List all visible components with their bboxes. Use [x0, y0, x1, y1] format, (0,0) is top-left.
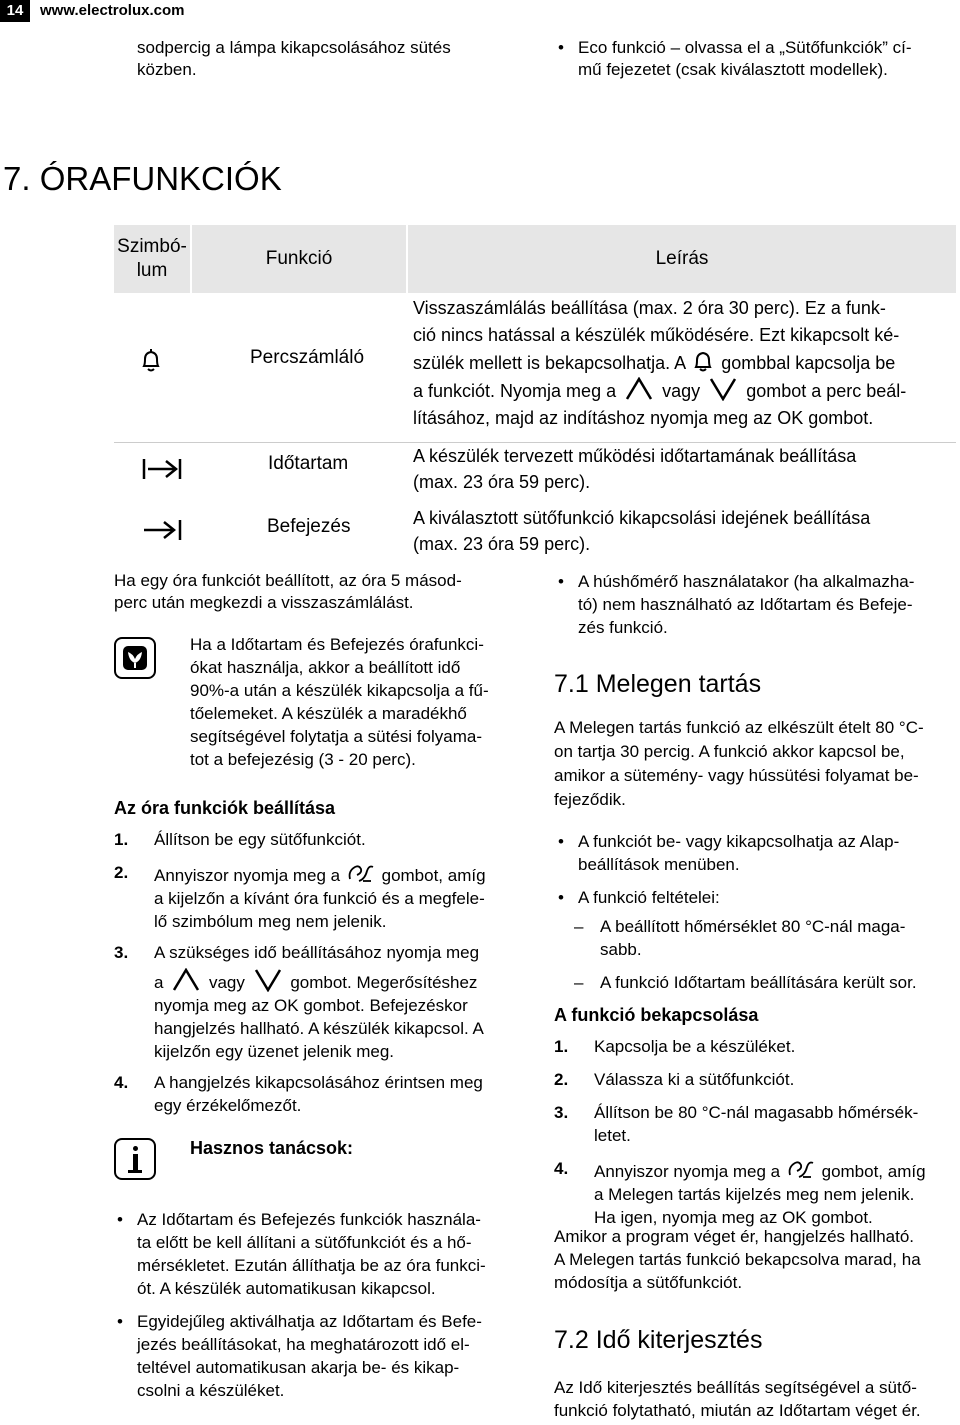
th-function: Funkció	[192, 225, 406, 295]
desc-end: A kiválasztott sütőfunkció kikapcsolási idejének beállítása (max. 23 óra 59 perc).	[413, 508, 871, 554]
table-row	[114, 443, 956, 507]
after-program-paragraph: Amikor a program véget ér, hangjelzés hallható. A Melegen tartás funkció bekapcsolva marad, ha módosítja a sütőfunkciót.	[554, 1227, 921, 1292]
oven-function-icon	[345, 861, 377, 885]
list-item: • A funkció feltételei:	[558, 888, 720, 907]
duration-icon	[142, 457, 182, 486]
section-7-1-heading: 7.1 Melegen tartás	[554, 670, 762, 698]
function-end: Befejezés	[267, 516, 351, 537]
page-number: 14	[0, 0, 30, 22]
list-item: 2. Annyiszor nyomja meg a gombot, amíg a kijelzőn a kívánt óra funkció és a megfele- lő szimbólum meg nem jelenik.	[114, 863, 486, 931]
list-item: • Egyidejűleg aktiválhatja az Időtartam és Befe- jezés beállításokat, ha meghatározott idő el- teltével automatikusan akarja be- és kikap- csolni a készüléket.	[117, 1312, 482, 1400]
desc-duration: A készülék tervezett működési időtartamának beállítása (max. 23 óra 59 perc).	[413, 446, 857, 492]
bell-icon	[136, 345, 166, 380]
tips-title: Hasznos tanácsok:	[190, 1138, 354, 1158]
top-left-text: sodpercig a lámpa kikapcsolásához sütés közben.	[137, 38, 451, 79]
list-item: – A funkció Időtartam beállítására került sor.	[574, 973, 917, 992]
list-item: 1. Kapcsolja be a készüléket.	[554, 1037, 796, 1056]
keep-warm-paragraph: A Melegen tartás funkció az elkészült ételt 80 °C- on tartja 30 percig. A funkció akkor kapcsol be, amikor a sütemény- vagy hússütési folyamat be- fejeződik.	[554, 718, 924, 809]
info-icon	[114, 1138, 156, 1180]
th-description: Leírás	[408, 225, 956, 295]
desc-timer: Visszaszámlálás beállítása (max. 2 óra 30 perc). Ez a funk- ció nincs hatással a készülék működésére. Ezt kikapcsolt ké- szülék mellett is bekapcsolhatja. A gombbal kapcsolja be a funkciót. Nyomja meg a vagy gombot a perc beál- lításához, majd az indításhoz nyomja meg az OK gombot.	[413, 298, 907, 428]
tips-list	[117, 1208, 527, 1402]
keep-warm-bullets	[558, 830, 900, 909]
activate-steps	[554, 1035, 926, 1229]
clock-functions-table	[114, 225, 956, 553]
list-item: • A funkciót be- vagy kikapcsolhatja az Alap- beállítások menüben.	[558, 832, 900, 874]
list-item: • Az Időtartam és Befejezés funkciók használa- ta előtt be kell állítani a sütőfunkciót és a hő- mérsékletet. Ezután állíthatja be az óra funkci- ót. A készülék automatikusan kikapcsol.	[117, 1210, 486, 1298]
intro-text: Ha egy óra funkciót beállított, az óra 5 másod- perc után megkezdi a visszaszámlálást.	[114, 571, 462, 612]
header-url[interactable]: www.electrolux.com	[40, 2, 185, 19]
up-arrow-icon	[168, 968, 204, 992]
list-item: – A beállított hőmérséklet 80 °C-nál maga- sabb.	[574, 917, 906, 959]
ok-label: OK	[782, 1208, 807, 1227]
down-arrow-icon	[250, 968, 286, 992]
conditions-list	[574, 915, 917, 994]
list-item: 3. A szükséges idő beállításához nyomja meg a vagy gombot. Megerősítéshez nyomja meg az OK gombot. Befejezéskor hangjelzés hallható. A készülék kikapcsol. A kijelzőn egy üzenet jelenik meg.	[114, 943, 484, 1061]
section-7-2-heading: 7.2 Idő kiterjesztés	[554, 1326, 763, 1354]
list-item: 3. Állítson be 80 °C-nál magasabb hőmérsék- letet.	[554, 1103, 919, 1145]
steps-list	[114, 828, 534, 1117]
list-item: 2. Válassza ki a sütőfunkciót.	[554, 1070, 795, 1089]
down-arrow-icon	[705, 377, 741, 401]
eco-note: Ha a Időtartam és Befejezés órafunkci- ókat használja, akkor a beállított idő 90%-a után a készülék kikapcsolja a fű- tőelemeket. A készülék a maradékhő segítségével folytatja a sütési folyama- tot a befejezésig (3 - 20 perc).	[190, 635, 489, 769]
eco-function-label: Eco funkció	[578, 38, 666, 57]
table-row	[114, 508, 956, 553]
th-symbol: Szimbó- lum	[114, 225, 190, 295]
table-row	[114, 295, 956, 443]
section-title: 7. ÓRAFUNKCIÓK	[3, 160, 282, 197]
time-extension-paragraph: Az Idő kiterjesztés beállítás segítségével a sütő- funkció folytatható, miután az Időtartam véget ér.	[554, 1378, 921, 1420]
function-timer: Percszámláló	[250, 347, 365, 368]
up-arrow-icon	[621, 377, 657, 401]
list-item: 4. Annyiszor nyomja meg a gombot, amíg a Melegen tartás kijelzés meg nem jelenik. Ha igen, nyomja meg az OK gombot.	[554, 1159, 926, 1227]
list-item: 4. A hangjelzés kikapcsolásához érintsen meg egy érzékelőmezőt.	[114, 1073, 483, 1115]
bell-icon	[690, 349, 716, 373]
activate-subheading: A funkció bekapcsolása	[554, 1005, 759, 1025]
eco-info-icon	[114, 637, 156, 679]
oven-function-icon	[785, 1157, 817, 1181]
function-duration: Időtartam	[268, 453, 349, 474]
top-right-bullet: • Eco funkció – olvassa el a „Sütőfunkciók” cí- mű fejezetet (csak kiválasztott modellek).	[558, 38, 912, 79]
settings-subheading: Az óra funkciók beállítása	[114, 798, 336, 818]
meat-probe-bullet: • A húshőmérő használatakor (ha alkalmazha- tó) nem használható az Időtartam és Befeje- zés funkció.	[558, 572, 915, 637]
ok-label: OK	[274, 996, 299, 1015]
ok-label: OK	[777, 408, 804, 428]
end-time-icon	[142, 518, 182, 547]
list-item: 1. Állítson be egy sütőfunkciót.	[114, 830, 366, 849]
